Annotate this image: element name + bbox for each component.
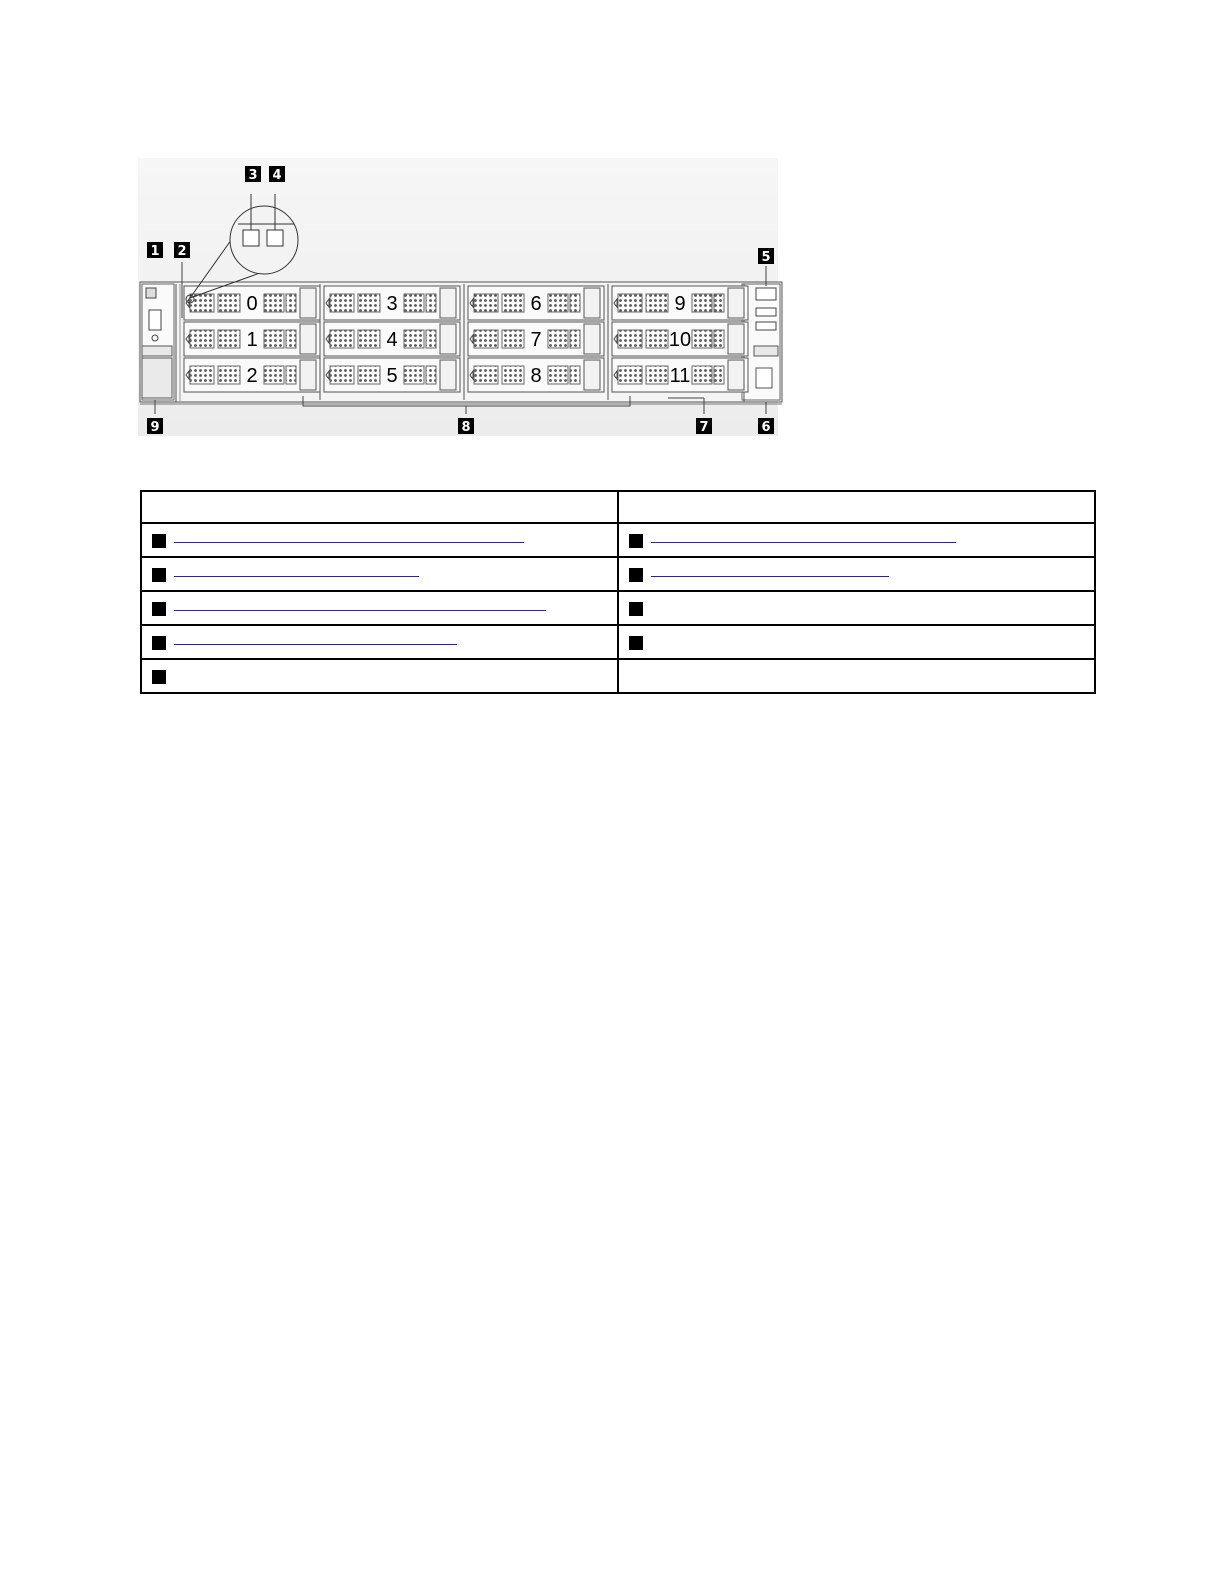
legend-table	[140, 490, 1096, 694]
drive-handle	[584, 360, 600, 390]
drive-handle	[300, 360, 316, 390]
callout-badge	[629, 602, 643, 616]
callout-number: 1	[150, 244, 160, 259]
callout-badge	[152, 534, 166, 548]
callout-badge	[152, 670, 166, 684]
drive-handle	[440, 360, 456, 390]
drive-bay-number: 2	[246, 365, 258, 387]
drive-bay-number: 1	[246, 329, 258, 351]
legend-item-link[interactable]	[651, 540, 956, 543]
legend-item-link[interactable]	[174, 608, 546, 611]
drive-handle	[440, 288, 456, 318]
callout-badge	[758, 248, 774, 265]
pull-out-tab	[142, 358, 172, 398]
callout-badge	[629, 636, 643, 650]
drive-bay-number: 7	[530, 329, 542, 351]
legend-cell	[141, 557, 618, 591]
legend-cell	[141, 591, 618, 625]
callout-badge	[152, 636, 166, 650]
drive-bay	[184, 322, 320, 356]
server-front-view-figure	[138, 158, 788, 443]
callout-badge	[696, 418, 712, 435]
drive-bay-number: 10	[668, 329, 692, 351]
callout-badge	[629, 534, 643, 548]
drive-bay	[612, 358, 748, 392]
callout-badge	[174, 242, 190, 259]
callout-number: 4	[272, 168, 282, 183]
callout-number: 2	[177, 244, 187, 259]
callout-badge	[758, 418, 774, 435]
legend-item-link[interactable]	[174, 574, 419, 577]
legend-row	[141, 523, 1095, 557]
legend-row	[141, 659, 1095, 693]
legend-item-link[interactable]	[174, 642, 457, 645]
legend-row	[141, 557, 1095, 591]
drive-bay	[184, 358, 320, 392]
legend-cell	[618, 557, 1095, 591]
drive-handle	[584, 288, 600, 318]
legend-cell	[618, 625, 1095, 659]
legend-cell	[618, 591, 1095, 625]
xclarity-usb-port	[146, 288, 156, 298]
legend-row	[141, 591, 1095, 625]
usb-port	[756, 308, 776, 316]
drive-activity-led	[243, 230, 259, 246]
drive-handle	[300, 324, 316, 354]
callout-number: 7	[699, 420, 709, 435]
drive-bay-number: 0	[246, 293, 258, 315]
drive-bay-number: 4	[386, 329, 398, 351]
drive-status-led	[267, 230, 283, 246]
drive-bay	[612, 322, 748, 356]
drive-bay	[324, 358, 460, 392]
callout-badge	[147, 242, 163, 259]
drive-bay	[468, 358, 604, 392]
operator-panel	[756, 288, 776, 300]
drive-bay	[468, 286, 604, 320]
legend-row	[141, 625, 1095, 659]
legend-header-cell	[618, 491, 1095, 523]
callout-badge	[269, 166, 285, 183]
callout-badge	[152, 602, 166, 616]
legend-cell	[618, 523, 1095, 557]
legend-cell	[618, 659, 1095, 693]
callout-badge	[147, 418, 163, 435]
drive-handle	[728, 324, 744, 354]
legend-item-link[interactable]	[174, 540, 524, 543]
callout-number: 5	[761, 250, 771, 265]
vga-connector	[149, 310, 161, 330]
drive-handle	[440, 324, 456, 354]
drive-handle	[728, 360, 744, 390]
callout-badge	[245, 166, 261, 183]
drive-bay-number: 9	[674, 293, 686, 315]
legend-item-link[interactable]	[651, 574, 889, 577]
usb-port	[756, 322, 776, 330]
legend-header-row	[141, 491, 1095, 523]
drive-handle	[728, 288, 744, 318]
callout-number: 9	[150, 420, 160, 435]
drive-bay-number: 5	[386, 365, 398, 387]
rack-latch	[756, 368, 772, 388]
drive-bay-number: 8	[530, 365, 542, 387]
legend-cell	[141, 659, 618, 693]
drive-bay	[324, 286, 460, 320]
drive-bay	[184, 286, 320, 320]
drive-handle	[584, 324, 600, 354]
callout-number: 6	[761, 420, 771, 435]
legend-header-cell	[141, 491, 618, 523]
drive-handle	[300, 288, 316, 318]
drive-bay-number: 6	[530, 293, 542, 315]
callout-badge	[152, 568, 166, 582]
callout-badge	[629, 568, 643, 582]
drive-bay	[468, 322, 604, 356]
server-front-view-diagram	[138, 158, 788, 443]
callout-number: 8	[461, 420, 471, 435]
callout-number: 3	[248, 168, 258, 183]
legend-cell	[141, 523, 618, 557]
drive-bay	[612, 286, 748, 320]
drive-bay	[324, 322, 460, 356]
drive-bay-number: 11	[669, 365, 691, 387]
drive-bay-number: 3	[386, 293, 398, 315]
callout-badge	[458, 418, 474, 435]
legend-cell	[141, 625, 618, 659]
left-rack-handle	[142, 284, 180, 402]
